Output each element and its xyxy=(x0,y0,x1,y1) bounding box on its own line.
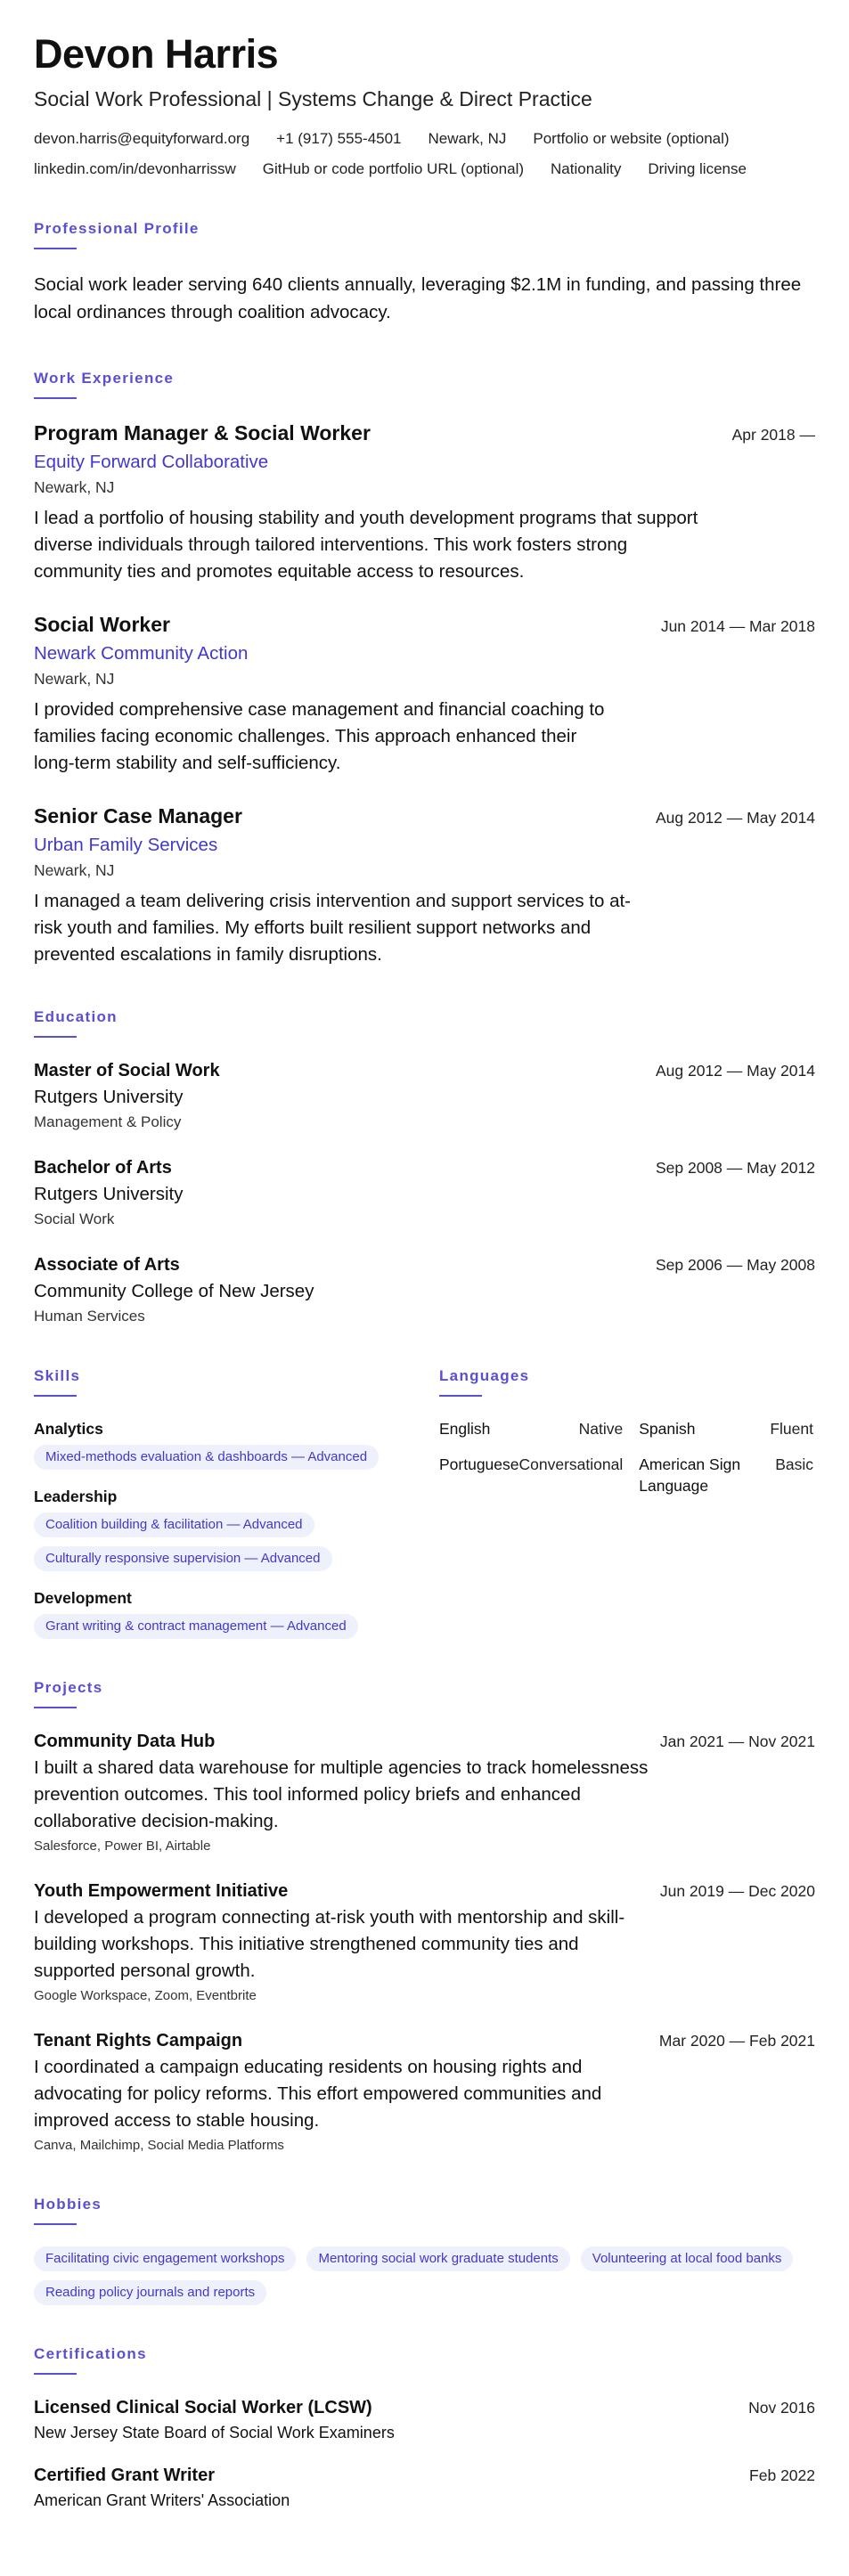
candidate-name: Devon Harris xyxy=(34,31,279,77)
profile-summary: Social work leader serving 640 clients annually, leveraging $2.1M in funding, and passing three local ordinances through coalition advocacy. xyxy=(34,274,802,322)
section-title: Skills xyxy=(34,1367,81,1384)
contact-row-2 xyxy=(34,159,815,180)
skill-pills xyxy=(34,1512,404,1571)
job-description: I provided comprehensive case management and financial coaching to families facing economic challenges. This approach enhanced their long-term stability and self-sufficiency. xyxy=(34,699,605,773)
project-description: I developed a program connecting at-risk youth with mentorship and skill-building workshops. This initiative strengthened community ties and supported personal growth. xyxy=(34,1907,625,1981)
hobbies-section xyxy=(34,2195,815,2305)
section-divider xyxy=(34,1395,77,1397)
section-divider xyxy=(439,1395,482,1397)
language-name: English xyxy=(439,1420,491,1438)
job-location: Newark, NJ xyxy=(34,478,115,496)
certifications-section xyxy=(34,2344,815,2512)
job-dates: Jun 2014 — Mar 2018 xyxy=(660,617,815,635)
job-description: I managed a team delivering crisis intervention and support services to at-risk youth and families. My efforts built resilient support networks and prevented escalations in family disruptions. xyxy=(34,891,632,965)
certification-issuer: American Grant Writers' Association xyxy=(34,2491,290,2509)
skill-category: Development xyxy=(34,1589,132,1607)
contact-email[interactable]: devon.harris@equityforward.org xyxy=(34,130,250,147)
job-entry xyxy=(34,612,815,777)
project-name: Tenant Rights Campaign xyxy=(34,2031,243,2050)
education-dates: Sep 2006 — May 2008 xyxy=(655,1256,815,1274)
contact-portfolio[interactable]: Portfolio or website (optional) xyxy=(533,130,730,147)
language-item xyxy=(639,1418,813,1439)
project-entry xyxy=(34,2029,815,2156)
project-entry xyxy=(34,1730,815,1856)
education-field: Management & Policy xyxy=(34,1113,182,1130)
skills-section xyxy=(34,1366,404,1639)
section-divider xyxy=(34,1707,77,1708)
skill-pills xyxy=(34,1614,404,1639)
language-item xyxy=(439,1418,623,1439)
project-tools: Canva, Mailchimp, Social Media Platforms xyxy=(34,2138,284,2153)
job-location: Newark, NJ xyxy=(34,861,115,879)
skills-languages-row xyxy=(34,1366,815,1639)
language-level: Basic xyxy=(775,1455,813,1473)
section-title: Education xyxy=(34,1008,118,1025)
job-entry xyxy=(34,420,815,585)
language-level: Conversational xyxy=(518,1455,624,1473)
contact-driving-license: Driving license xyxy=(648,160,747,177)
job-title: Program Manager & Social Worker xyxy=(34,421,371,444)
profile-section xyxy=(34,219,815,326)
contact-phone[interactable]: +1 (917) 555-4501 xyxy=(276,130,402,147)
language-level: Native xyxy=(578,1420,624,1438)
projects-section xyxy=(34,1678,815,2156)
education-school: Rutgers University xyxy=(34,1087,184,1107)
resume-header xyxy=(34,30,815,180)
education-entry xyxy=(34,1156,815,1230)
experience-section xyxy=(34,369,815,968)
skill-category: Leadership xyxy=(34,1488,118,1505)
section-title: Work Experience xyxy=(34,370,175,387)
section-title: Certifications xyxy=(34,2345,147,2362)
education-field: Social Work xyxy=(34,1211,115,1227)
hobby-pill: Facilitating civic engagement workshops xyxy=(34,2246,296,2271)
education-dates: Aug 2012 — May 2014 xyxy=(655,1062,815,1080)
language-name: Portuguese xyxy=(439,1455,519,1473)
project-description: I built a shared data warehouse for multiple agencies to track homelessness prevention outcomes. This tool informed policy briefs and enhanced collaborative decision-making. xyxy=(34,1757,649,1831)
skill-pills xyxy=(34,1445,404,1470)
certification-name: Certified Grant Writer xyxy=(34,2466,215,2485)
education-entry xyxy=(34,1059,815,1133)
hobby-pill: Reading policy journals and reports xyxy=(34,2280,266,2305)
section-divider xyxy=(34,1036,77,1038)
job-description: I lead a portfolio of housing stability and youth development programs that support diverse individuals through tailored interventions. This work fosters strong community ties and promotes equitable access to resources. xyxy=(34,508,698,582)
education-entry xyxy=(34,1253,815,1327)
education-degree: Bachelor of Arts xyxy=(34,1158,172,1178)
contact-row-1 xyxy=(34,128,815,150)
language-name: American Sign Language xyxy=(639,1455,741,1495)
skill-pill: Mixed-methods evaluation & dashboards — Advanced xyxy=(34,1445,379,1470)
project-description: I coordinated a campaign educating residents on housing rights and advocating for policy reforms. This effort empowered communities and improved access to stable housing. xyxy=(34,2057,602,2131)
certification-entry xyxy=(34,2464,815,2512)
contact-linkedin[interactable]: linkedin.com/in/devonharrissw xyxy=(34,160,236,177)
job-entry xyxy=(34,803,815,968)
project-dates: Jan 2021 — Nov 2021 xyxy=(659,1732,815,1750)
section-divider xyxy=(34,397,77,399)
skill-pill: Grant writing & contract management — Advanced xyxy=(34,1614,358,1639)
certification-name: Licensed Clinical Social Worker (LCSW) xyxy=(34,2398,372,2417)
job-location: Newark, NJ xyxy=(34,670,115,688)
education-section xyxy=(34,1007,815,1327)
skill-category: Analytics xyxy=(34,1420,103,1438)
project-tools: Google Workspace, Zoom, Eventbrite xyxy=(34,1988,257,2003)
job-dates: Apr 2018 — xyxy=(731,426,815,444)
section-title: Languages xyxy=(439,1367,530,1384)
hobby-pills xyxy=(34,2246,815,2305)
language-level: Fluent xyxy=(770,1420,813,1438)
certification-date: Feb 2022 xyxy=(749,2466,815,2484)
job-dates: Aug 2012 — May 2014 xyxy=(655,809,815,827)
education-degree: Associate of Arts xyxy=(34,1255,180,1275)
hobby-pill: Mentoring social work graduate students xyxy=(306,2246,569,2271)
languages-section xyxy=(439,1366,813,1639)
candidate-headline: Social Work Professional | Systems Change & Direct Practice xyxy=(34,87,592,110)
project-name: Youth Empowerment Initiative xyxy=(34,1881,289,1901)
contact-location: Newark, NJ xyxy=(428,130,507,147)
project-dates: Mar 2020 — Feb 2021 xyxy=(658,2032,815,2050)
job-organization[interactable]: Newark Community Action xyxy=(34,643,249,664)
hobby-pill: Volunteering at local food banks xyxy=(581,2246,794,2271)
section-divider xyxy=(34,2223,77,2225)
project-name: Community Data Hub xyxy=(34,1732,216,1751)
language-item xyxy=(439,1454,623,1496)
education-school: Rutgers University xyxy=(34,1184,184,1204)
skill-pill: Coalition building & facilitation — Advanced xyxy=(34,1512,314,1537)
job-organization[interactable]: Urban Family Services xyxy=(34,835,218,855)
certification-issuer: New Jersey State Board of Social Work Examiners xyxy=(34,2424,395,2441)
certification-entry xyxy=(34,2396,815,2444)
education-school: Community College of New Jersey xyxy=(34,1281,314,1301)
section-divider xyxy=(34,2373,77,2375)
section-title: Professional Profile xyxy=(34,220,200,237)
language-item xyxy=(639,1454,813,1496)
job-title: Senior Case Manager xyxy=(34,804,242,827)
skill-pill: Culturally responsive supervision — Advanced xyxy=(34,1546,332,1571)
education-field: Human Services xyxy=(34,1308,145,1325)
education-dates: Sep 2008 — May 2012 xyxy=(655,1159,815,1177)
job-organization[interactable]: Equity Forward Collaborative xyxy=(34,452,269,472)
project-dates: Jun 2019 — Dec 2020 xyxy=(659,1882,815,1900)
language-name: Spanish xyxy=(639,1420,696,1438)
certification-date: Nov 2016 xyxy=(748,2399,815,2417)
contact-nationality: Nationality xyxy=(551,160,622,177)
project-tools: Salesforce, Power BI, Airtable xyxy=(34,1838,211,1854)
section-title: Hobbies xyxy=(34,2196,102,2213)
education-degree: Master of Social Work xyxy=(34,1061,220,1080)
project-entry xyxy=(34,1879,815,2006)
section-title: Projects xyxy=(34,1679,103,1696)
job-title: Social Worker xyxy=(34,613,170,636)
section-divider xyxy=(34,248,77,249)
contact-github[interactable]: GitHub or code portfolio URL (optional) xyxy=(262,160,525,177)
language-list xyxy=(439,1418,813,1496)
